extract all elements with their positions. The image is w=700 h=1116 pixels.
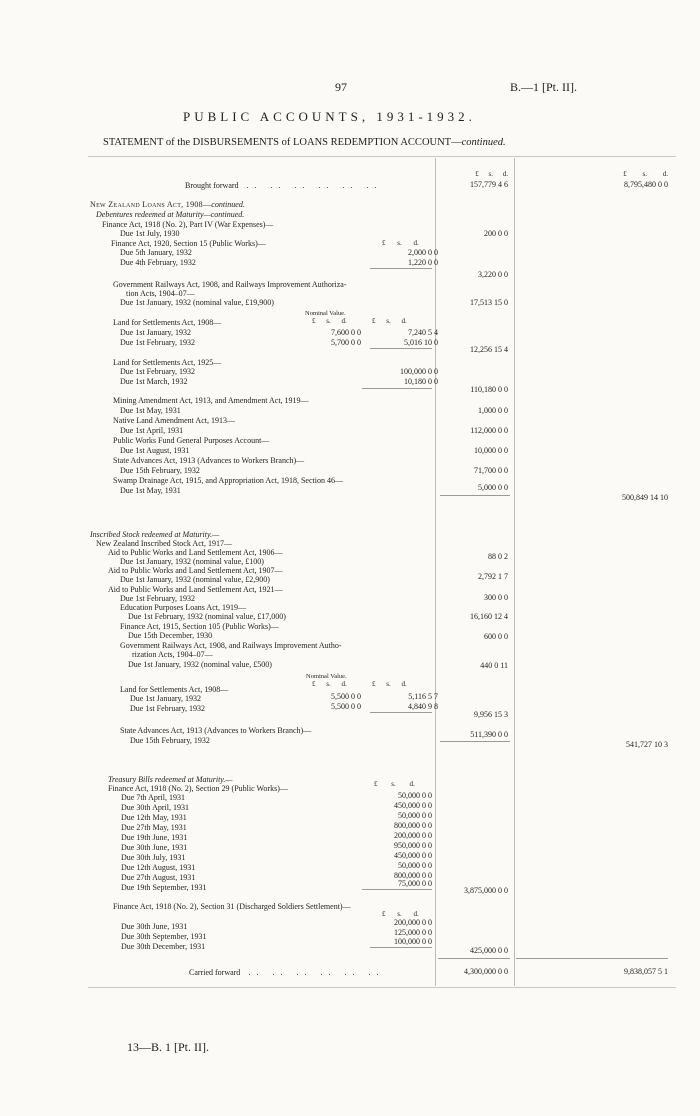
text-line: New Zealand Inscribed Stock Act, 1917— <box>96 539 232 548</box>
amount: 600 0 0 <box>484 632 508 641</box>
bill-amount: 450,000 0 0 <box>394 801 432 810</box>
amount: 17,513 15 0 <box>470 298 508 307</box>
inner-amount: 7,600 0 0 <box>331 328 361 337</box>
table-top-rule <box>88 156 676 157</box>
text-line: State Advances Act, 1913 (Advances to Workers Branch)— <box>120 726 312 735</box>
inner-amount: 5,016 10 0 <box>404 338 438 347</box>
amount: 3,875,000 0 0 <box>464 886 508 895</box>
due-date: Due 30th June, 1931 <box>121 922 188 931</box>
bill-amount: 950,000 0 0 <box>394 841 432 850</box>
text-line: Due 1st January, 1932 (nominal value, £500) <box>128 660 272 669</box>
amount: 9,956 15 3 <box>474 710 508 719</box>
bill-amount: 800,000 0 0 <box>394 871 432 880</box>
page-title: PUBLIC ACCOUNTS, 1931-1932. <box>183 109 476 124</box>
carried-forward-col2: 9,838,057 5 1 <box>624 967 668 976</box>
text-line: Aid to Public Works and Land Settlement Act, 1906— <box>108 548 283 557</box>
due-date: Due 27th May, 1931 <box>121 823 187 832</box>
text-line: tion Acts, 1904–07— <box>126 289 195 298</box>
inner-amount: 100,000 0 0 <box>400 367 438 376</box>
statement-title-continued: continued. <box>461 137 506 148</box>
inner-head: £ s. d. <box>372 680 407 688</box>
text-line: Due 1st May, 1931 <box>120 406 181 415</box>
brought-forward-col2: 8,795,480 0 0 <box>624 180 668 189</box>
table-bottom-rule <box>88 987 676 988</box>
text-line: Finance Act, 1915, Section 105 (Public Works)— <box>120 622 279 631</box>
rule <box>370 268 432 269</box>
text-line: Due 1st April, 1931 <box>120 426 184 435</box>
bill-amount: 200,000 0 0 <box>394 918 432 927</box>
inner-amount: 5,700 0 0 <box>331 338 361 347</box>
amount: 16,160 12 4 <box>470 612 508 621</box>
due-date: Due 30th June, 1931 <box>121 843 188 852</box>
text-line: Due 1st February, 1932 <box>120 594 196 603</box>
text-line: Aid to Public Works and Land Settlement Act, 1907— <box>108 566 283 575</box>
rule <box>362 388 432 389</box>
text-line: Land for Settlements Act, 1908— <box>120 685 229 694</box>
amount: 1,000 0 0 <box>478 406 508 415</box>
bill-amount: 75,000 0 0 <box>398 879 432 888</box>
text-line: Finance Act, 1918 (No. 2), Part IV (War Expenses)— <box>102 220 274 229</box>
text-line: Due 4th February, 1932 <box>120 258 196 267</box>
text-line: rization Acts, 1904–07— <box>132 650 213 659</box>
text-line: Aid to Public Works and Land Settlement Act, 1921— <box>108 585 283 594</box>
text-line: State Advances Act, 1913 (Advances to Workers Branch)— <box>113 456 305 465</box>
due-date: Due 30th July, 1931 <box>121 853 186 862</box>
inner-amount: 5,500 0 0 <box>331 702 361 711</box>
text-line: Due 1st July, 1930 <box>120 229 180 238</box>
due-date: Due 30th April, 1931 <box>121 803 189 812</box>
bill-amount: 50,000 0 0 <box>398 861 432 870</box>
inscribed-total: 541,727 10 3 <box>626 740 668 749</box>
page-number: 97 <box>335 80 347 94</box>
inner-amount: 10,180 0 0 <box>404 377 438 386</box>
statement-title <box>103 137 506 148</box>
bill-amount: 100,000 0 0 <box>394 937 432 946</box>
inner-amount: 2,000 0 0 <box>408 248 438 257</box>
bill-amount: 50,000 0 0 <box>398 791 432 800</box>
text-line: Due 5th January, 1932 <box>120 248 192 257</box>
rule <box>362 889 432 890</box>
amount: 511,390 0 0 <box>470 730 508 739</box>
nominal-value-head: Nominal Value. <box>306 673 347 680</box>
amount: 200 0 0 <box>484 229 508 238</box>
text-line: Education Purposes Loans Act, 1919— <box>120 603 246 612</box>
rule <box>516 958 668 959</box>
rule <box>370 348 432 349</box>
bill-amount: 200,000 0 0 <box>394 831 432 840</box>
due-date: Due 7th April, 1931 <box>121 793 185 802</box>
due-date: Due 19th June, 1931 <box>121 833 188 842</box>
amount: 10,000 0 0 <box>474 446 508 455</box>
amount: 12,256 15 4 <box>470 345 508 354</box>
inner-head: £ s. d. <box>382 239 419 247</box>
text-line: Finance Act, 1918 (No. 2), Section 29 (Public Works)— <box>108 784 288 793</box>
text-line: Due 1st January, 1932 (nominal value, £19,900) <box>120 298 274 307</box>
bill-amount: 800,000 0 0 <box>394 821 432 830</box>
text-line: Due 1st January, 1932 (nominal value, £100) <box>120 557 264 566</box>
rule <box>370 947 432 948</box>
amount: 5,000 0 0 <box>478 483 508 492</box>
due-date: Due 19th September, 1931 <box>121 883 207 892</box>
brought-forward-label: Brought forward .. .. .. .. .. .. <box>185 181 383 190</box>
due-date: Due 27th August, 1931 <box>121 873 196 882</box>
amount: 2,792 1 7 <box>478 572 508 581</box>
text-line: Land for Settlements Act, 1908— <box>113 318 222 327</box>
bill-amount: 50,000 0 0 <box>398 811 432 820</box>
text-line: Land for Settlements Act, 1925— <box>113 358 222 367</box>
text-line: Due 1st March, 1932 <box>120 377 188 386</box>
inner-head: £ s. d. <box>312 317 347 325</box>
text-line: Finance Act, 1920, Section 15 (Public Works)— <box>111 239 266 248</box>
amount: 71,700 0 0 <box>474 466 508 475</box>
text-line: Due 15th February, 1932 <box>130 736 210 745</box>
rule <box>370 712 432 713</box>
inner-amount: 5,116 5 7 <box>408 692 438 701</box>
due-date: Due 30th December, 1931 <box>121 942 206 951</box>
due-date: Due 12th August, 1931 <box>121 863 196 872</box>
inner-amount: 5,500 0 0 <box>331 692 361 701</box>
bill-amount: 450,000 0 0 <box>394 851 432 860</box>
text-line: Finance Act, 1918 (No. 2), Section 31 (Discharged Soldiers Settlement)— <box>113 902 351 911</box>
text-line: Mining Amendment Act, 1913, and Amendment Act, 1919— <box>113 396 309 405</box>
inscribed-heading: Inscribed Stock redeemed at Maturity.— <box>90 530 220 539</box>
nominal-value-head: Nominal Value. <box>305 310 346 317</box>
text-line: Due 1st January, 1932 (nominal value, £2,900) <box>120 575 270 584</box>
text-line: Due 1st February, 1932 <box>120 338 196 347</box>
col1-currency-head: £ s. d. <box>475 170 508 178</box>
inner-head: £ s. d. <box>382 910 419 918</box>
col1-left-rule <box>435 158 436 986</box>
document-reference: B.—1 [Pt. II]. <box>510 80 577 94</box>
inner-head: £ s. d. <box>312 680 347 688</box>
inner-amount: 4,840 9 8 <box>408 702 438 711</box>
brought-forward-col1: 157,779 4 6 <box>470 180 508 189</box>
text-line: Public Works Fund General Purposes Account— <box>113 436 270 445</box>
text-line: Swamp Drainage Act, 1915, and Appropriation Act, 1918, Section 46— <box>113 476 343 485</box>
nz-debentures-subheading: Debentures redeemed at Maturity—continued. <box>96 210 245 219</box>
bill-amount: 125,000 0 0 <box>394 928 432 937</box>
col2-currency-head: £ s. d. <box>623 170 668 178</box>
text-line: Due 1st May, 1931 <box>120 486 181 495</box>
text-line: Due 15th December, 1930 <box>128 631 213 640</box>
text-line: Due 1st February, 1932 <box>130 704 206 713</box>
amount: 425,000 0 0 <box>470 946 508 955</box>
text-line: Due 1st January, 1932 <box>130 694 202 703</box>
carried-forward-label: Carried forward .. .. .. .. .. .. <box>189 968 385 977</box>
amount: 110,180 0 0 <box>470 385 508 394</box>
text-line: Government Railways Act, 1908, and Railways Improvement Authoriza- <box>113 280 347 289</box>
inner-amount: 1,220 0 0 <box>408 258 438 267</box>
rule <box>440 495 510 496</box>
carried-forward-col1: 4,300,000 0 0 <box>464 967 508 976</box>
inner-head: £ s. d. <box>374 780 415 788</box>
amount: 112,000 0 0 <box>470 426 508 435</box>
inner-amount: 7,240 5 4 <box>408 328 438 337</box>
amount: 88 0 2 <box>488 552 508 561</box>
text-line: Due 1st February, 1932 (nominal value, £17,000) <box>128 612 286 621</box>
amount: 3,220 0 0 <box>478 270 508 279</box>
amount: 440 0 11 <box>480 661 508 670</box>
amount: 300 0 0 <box>484 593 508 602</box>
treasury-heading: Treasury Bills redeemed at Maturity.— <box>108 775 233 784</box>
due-date: Due 30th September, 1931 <box>121 932 207 941</box>
nz-loans-total: 500,849 14 10 <box>622 493 668 502</box>
rule <box>438 958 510 959</box>
page-footer: 13—B. 1 [Pt. II]. <box>127 1040 209 1054</box>
col2-left-rule <box>514 158 515 986</box>
due-date: Due 12th May, 1931 <box>121 813 187 822</box>
text-line: Government Railways Act, 1908, and Railways Improvement Autho- <box>120 641 342 650</box>
text-line: Due 1st February, 1932 <box>120 367 196 376</box>
text-line: Due 1st January, 1932 <box>120 328 192 337</box>
statement-title-main: STATEMENT of the DISBURSEMENTS of LOANS REDEMPTION ACCOUNT— <box>103 137 462 148</box>
nz-loans-heading: New Zealand Loans Act, 1908—continued. <box>90 200 245 209</box>
text-line: Due 15th February, 1932 <box>120 466 200 475</box>
inner-head: £ s. d. <box>372 317 407 325</box>
text-line: Due 1st August, 1931 <box>120 446 190 455</box>
text-line: Native Land Amendment Act, 1913— <box>113 416 235 425</box>
rule <box>440 741 510 742</box>
